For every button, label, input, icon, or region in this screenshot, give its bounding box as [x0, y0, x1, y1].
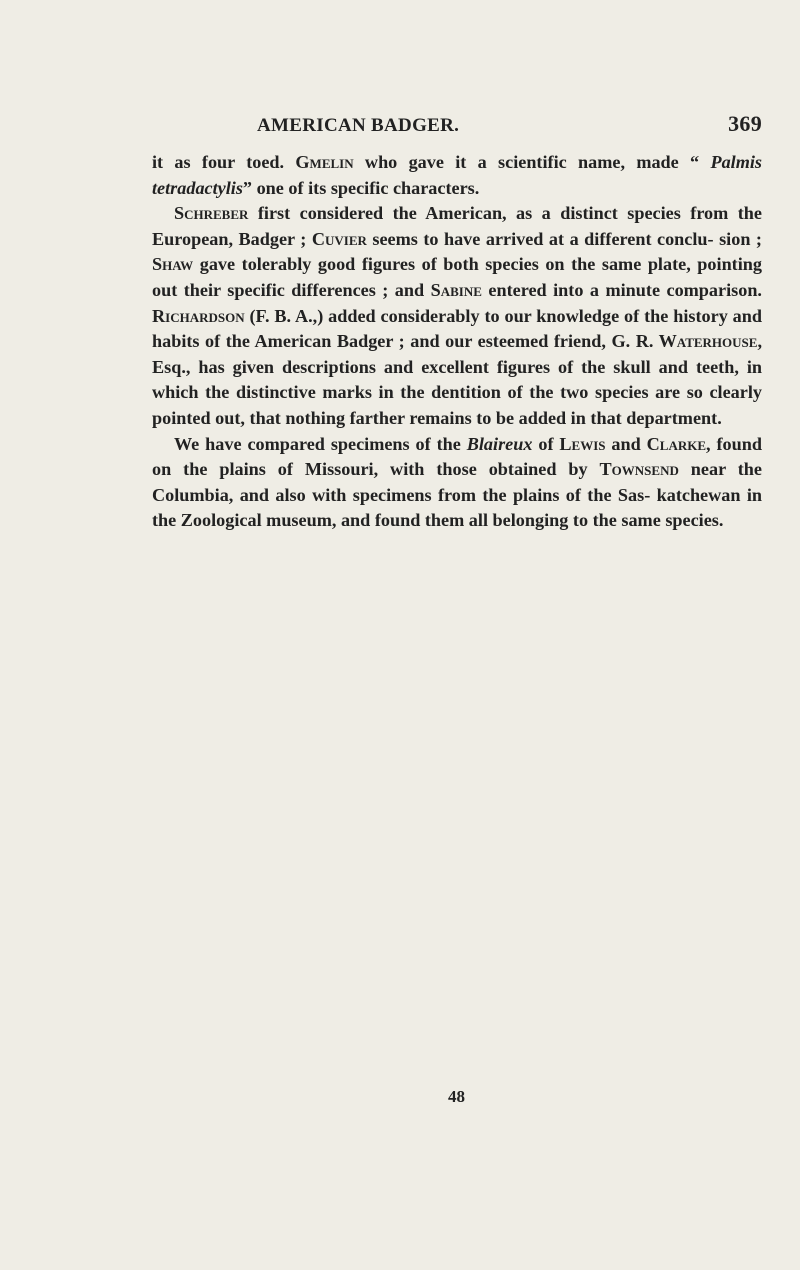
text-run: who gave it a scientific name, made “ — [353, 152, 711, 172]
paragraph-1 — [152, 150, 762, 201]
body-text — [152, 150, 762, 534]
person-name: Shaw — [152, 254, 194, 275]
person-name: Gmelin — [295, 152, 354, 172]
text-run: We have compared specimens of the — [174, 433, 467, 454]
text-run: (F. B. A.,) added considerably to our knowledge of the history and habits of the American Badger ; and our esteemed friend, — [152, 305, 762, 352]
text-run: it as four toed. — [152, 152, 296, 172]
text-run: gave tolerably good figures of both species on the same plate, pointing out their specific differences ; and — [152, 254, 762, 300]
text-run: found on the plains of Missouri, with those obtained by — [152, 433, 762, 480]
person-name: Townsend — [599, 459, 679, 480]
text-run: ” one of its specific characters. — [242, 177, 480, 198]
text-run: seems to have arrived at a different conclu- sion ; — [366, 228, 762, 249]
running-title: AMERICAN BADGER. — [257, 115, 460, 136]
person-name: Cuvier — [311, 228, 367, 249]
paragraph-3 — [152, 432, 762, 534]
person-name: Schreber — [174, 203, 249, 224]
text-run: and — [605, 433, 647, 454]
person-name: G. R. Waterhouse, — [611, 331, 762, 352]
running-head — [152, 111, 762, 141]
person-name: Richardson — [152, 305, 245, 326]
latin-name: Palmis tetradactylis — [152, 152, 762, 198]
text-run: first considered the American, as a distinct species from the European, Badger ; — [152, 203, 762, 249]
text-run: Esq., has given descriptions and excellent figures of the skull and teeth, in which the distinctive marks in the dentition of the two species are so clearly pointed out, that nothing farther remains to be added in that department. — [152, 356, 762, 428]
person-name: Lewis — [559, 433, 606, 454]
latin-name: Blaireux — [466, 433, 533, 454]
paragraph-2 — [152, 201, 762, 431]
signature-mark: 48 — [448, 1087, 465, 1106]
text-run: near the Columbia, and also with specimens from the plains of the Sas- katchewan in the Zoological museum, and found them all belonging to the same species. — [152, 459, 762, 531]
page-number: 369 — [728, 111, 762, 136]
person-name: Sabine — [430, 279, 482, 300]
text-run: of — [532, 433, 560, 454]
text-run: entered into a minute comparison. — [481, 279, 762, 300]
person-name: Clarke, — [646, 433, 711, 454]
